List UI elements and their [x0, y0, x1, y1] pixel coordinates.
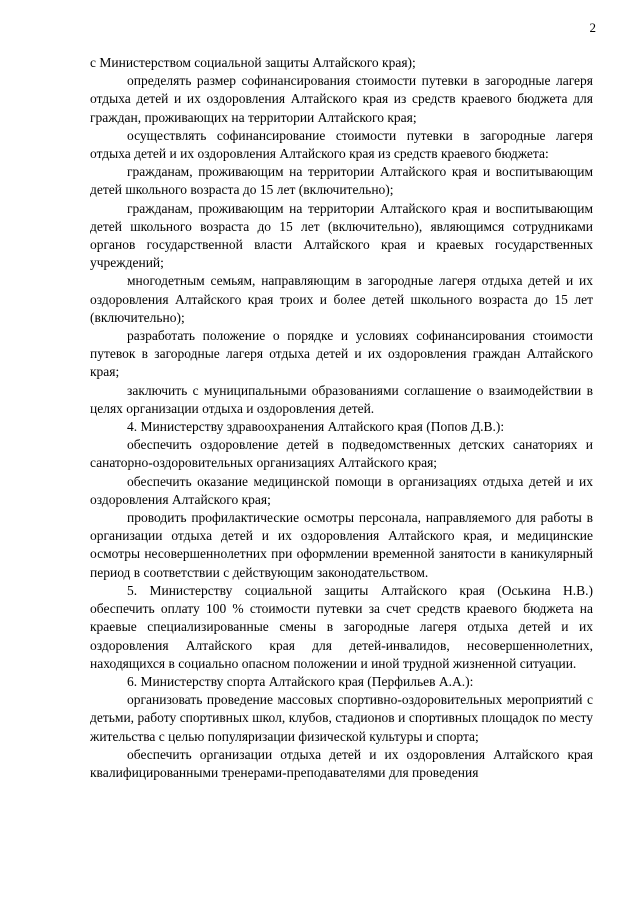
page-number: 2	[589, 20, 596, 35]
paragraph: 5. Министерству социальной защиты Алтайского края (Оськина Н.В.) обеспечить оплату 100 % стоимости путевки за счет средств краевого бюджета на краевые специализированные смены в загородные лагеря отдыха детей и их оздоровления Алтайского края для детей-инвалидов, несовершеннолетних, находящихся в социально опасном положении и иной трудной жизненной ситуации.	[90, 582, 593, 671]
paragraph: проводить профилактические осмотры персонала, направляемого для работы в организации отдыха детей и их оздоровления Алтайского края, и медицинские осмотры несовершеннолетних при оформлении временной занятости в каникулярный период в соответствии с действующим законодательством.	[90, 510, 593, 580]
paragraph: обеспечить организации отдыха детей и их оздоровления Алтайского края квалифицированными тренерами-преподавателями для проведения	[90, 746, 593, 780]
paragraph: гражданам, проживающим на территории Алтайского края и воспитывающим детей школьного возраста до 15 лет (включительно);	[90, 164, 593, 198]
paragraph: многодетным семьям, направляющим в загородные лагеря отдыха детей и их оздоровления Алтайского края троих и более детей школьного возраста до 15 лет (включительно);	[90, 273, 593, 325]
paragraph: разработать положение о порядке и условиях софинансирования стоимости путевок в загородные лагеря отдыха детей и их оздоровления граждан Алтайского края;	[90, 328, 593, 380]
paragraph: обеспечить оздоровление детей в подведомственных детских санаториях и санаторно-оздоровительных организациях Алтайского края;	[90, 437, 593, 471]
paragraph: обеспечить оказание медицинской помощи в организациях отдыха детей и их оздоровления Алтайского края;	[90, 473, 593, 507]
paragraph: 4. Министерству здравоохранения Алтайского края (Попов Д.В.):	[127, 419, 505, 435]
paragraph: гражданам, проживающим на территории Алтайского края и воспитывающим детей школьного возраста до 15 лет (включительно), являющимся сотрудниками органов государственной власти Алтайского края и краевых государственных учреждений;	[90, 200, 593, 271]
paragraph: организовать проведение массовых спортивно-оздоровительных мероприятий с детьми, работу спортивных школ, клубов, стадионов и спортивных площадок по месту жительства с целью популяризации физической культуры и спорта;	[90, 692, 593, 744]
paragraph: заключить с муниципальными образованиями соглашение о взаимодействии в целях организации отдыха и оздоровления детей.	[90, 382, 593, 416]
paragraph: определять размер софинансирования стоимости путевки в загородные лагеря отдыха детей и их оздоровления Алтайского края из средств краевого бюджета для граждан, проживающих на территории Алтайского края;	[90, 73, 593, 125]
paragraph: с Министерством социальной защиты Алтайского края);	[90, 55, 416, 70]
paragraph: осуществлять софинансирование стоимости путевки в загородные лагеря отдыха детей и их оздоровления Алтайского края из средств краевого бюджета:	[90, 127, 593, 162]
paragraph: 6. Министерству спорта Алтайского края (Перфильев А.А.):	[127, 673, 474, 689]
document-body	[90, 54, 593, 782]
